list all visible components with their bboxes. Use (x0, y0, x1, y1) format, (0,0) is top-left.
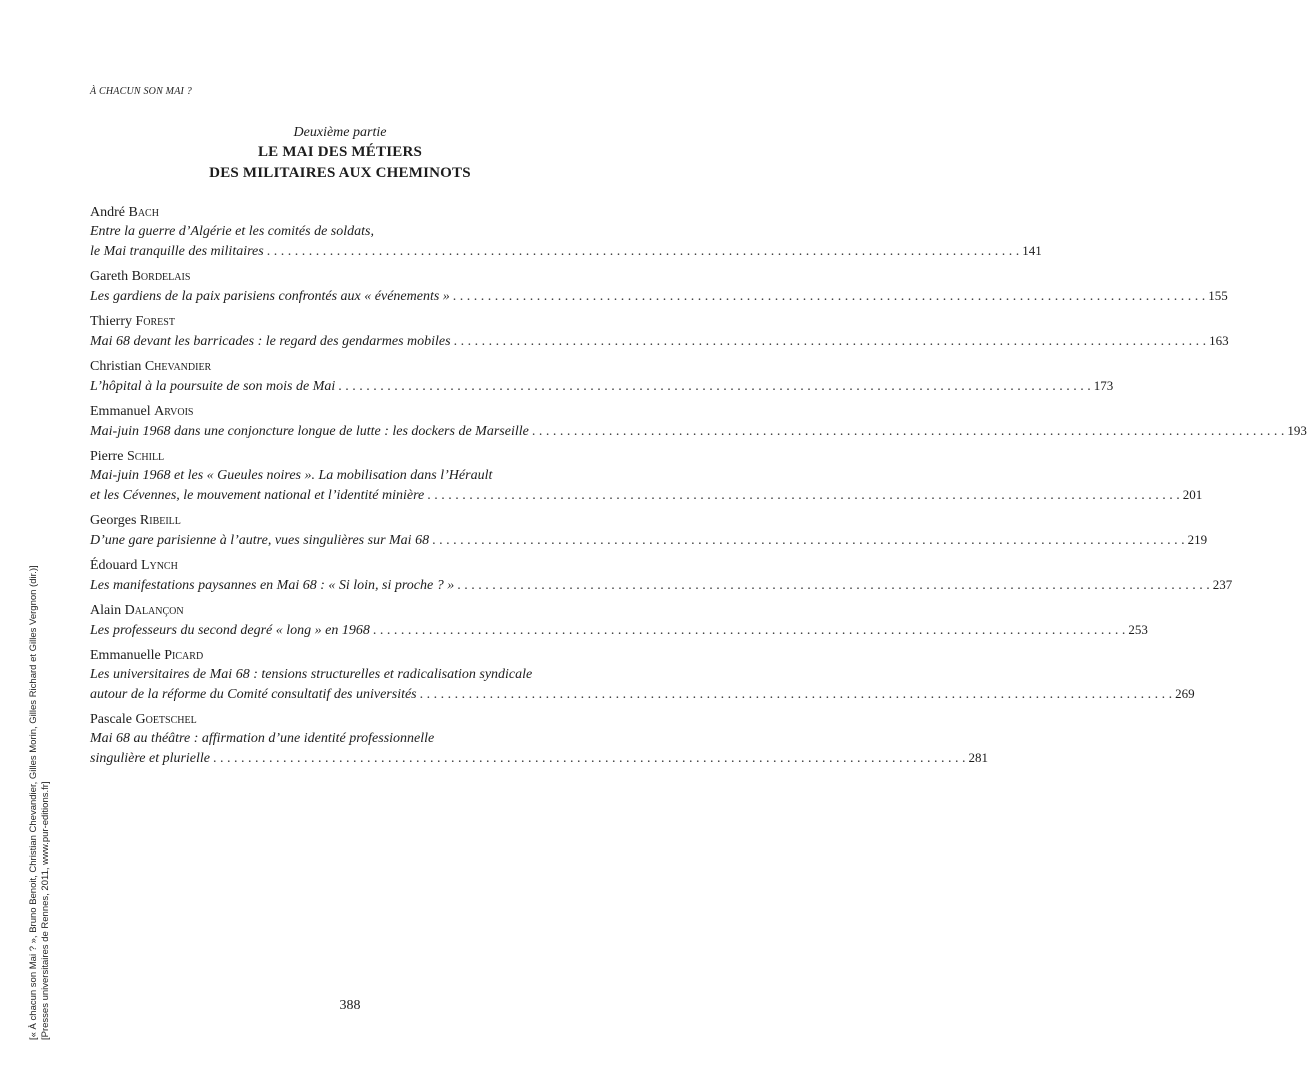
toc-title-last-line (90, 748, 989, 768)
author-first-name: André (90, 205, 125, 220)
running-head: À CHACUN SON MAI ? (90, 86, 192, 97)
toc-page-number: 193 (1287, 423, 1307, 438)
toc-title-text: Les manifestations paysannes en Mai 68 : « Si loin, si proche ? » (90, 578, 455, 593)
toc-title-last-line (90, 530, 1208, 550)
toc-page-number: 141 (1022, 243, 1042, 258)
toc-author (90, 267, 588, 286)
dot-leader (420, 685, 1173, 704)
toc-title-last-line (90, 620, 1148, 640)
toc-title-last-line (90, 684, 1195, 704)
toc-page-number: 269 (1175, 686, 1195, 701)
author-surname: Arvois (154, 404, 194, 419)
toc-author (90, 357, 588, 376)
toc-title-text: et les Cévennes, le mouvement national et l’identité minière (90, 488, 425, 503)
author-first-name: Pascale (90, 712, 132, 727)
toc-entry (90, 511, 1208, 550)
author-surname: Dalançon (124, 603, 184, 618)
toc-title-text: Mai-juin 1968 dans une conjoncture longue de lutte : les dockers de Marseille (90, 424, 529, 439)
author-surname: Picard (164, 648, 204, 663)
dot-leader (213, 749, 966, 768)
toc-page-number: 155 (1208, 288, 1228, 303)
author-surname: Goetschel (135, 712, 197, 727)
toc-page-number: 281 (968, 750, 989, 765)
dot-leader (532, 422, 1285, 441)
part-label: Deuxième partie (293, 125, 387, 140)
toc-title-last-line (90, 575, 1233, 595)
toc-title-last-line (90, 241, 1042, 261)
toc-title-text: le Mai tranquille des militaires (90, 244, 264, 259)
author-first-name: Georges (90, 513, 137, 528)
toc-page-number: 163 (1209, 333, 1229, 348)
author-surname: Schill (126, 449, 165, 464)
citation-line-2: [Presses universitaires de Rennes, 2011, www.pur-editions.fr] (40, 781, 51, 1040)
toc-title-text: Les professeurs du second degré « long » en 1968 (90, 623, 370, 638)
toc-title-last-line (90, 376, 1114, 396)
toc-entry (90, 646, 1195, 704)
author-surname: Forest (135, 314, 175, 329)
toc-title-last-line (90, 421, 1307, 441)
dot-leader (267, 242, 1020, 261)
dot-leader (373, 621, 1126, 640)
author-first-name: Emmanuel (90, 404, 151, 419)
toc-page-number: 237 (1212, 577, 1233, 592)
dot-leader (453, 287, 1206, 306)
toc-author (90, 556, 588, 575)
author-first-name: Édouard (90, 558, 138, 573)
toc-entry (90, 267, 1228, 306)
toc-author (90, 203, 588, 222)
toc-entry (90, 556, 1233, 595)
toc-page-number: 173 (1093, 378, 1114, 393)
author-surname: Ribeill (139, 513, 181, 528)
toc-title-line: Mai-juin 1968 et les « Gueules noires ». La mobilisation dans l’Hérault (90, 468, 493, 483)
toc-title-line: Mai 68 au théâtre : affirmation d’une identité professionnelle (90, 731, 435, 746)
citation-line-1: [« À chacun son Mai ? », Bruno Benoit, Christian Chevandier, Gilles Morin, Gilles Richard et Gilles Vergnon (dir.)] (28, 565, 39, 1040)
author-surname: Bordelais (131, 269, 191, 284)
part-title-line-2: DES MILITAIRES AUX CHEMINOTS (209, 165, 471, 181)
author-surname: Bach (128, 205, 159, 220)
dot-leader (338, 377, 1091, 396)
toc-title-line: Les universitaires de Mai 68 : tensions structurelles et radicalisation syndicale (90, 667, 533, 682)
toc-entry (90, 710, 989, 768)
author-first-name: Gareth (90, 269, 129, 284)
dot-leader (457, 576, 1210, 595)
toc-author (90, 511, 588, 530)
toc-title-text: D’une gare parisienne à l’autre, vues singulières sur Mai 68 (90, 533, 430, 548)
toc-title-text: Les gardiens de la paix parisiens confrontés aux « événements » (90, 289, 450, 304)
toc-author (90, 402, 588, 421)
author-first-name: Thierry (90, 314, 132, 329)
toc-entry (90, 447, 1203, 505)
toc-page-number: 201 (1182, 487, 1203, 502)
toc-entry (90, 357, 1114, 396)
dot-leader (427, 486, 1180, 505)
author-first-name: Emmanuelle (90, 648, 161, 663)
toc-entry (90, 402, 1307, 441)
part-heading (90, 124, 590, 184)
toc-title-last-line (90, 331, 1229, 351)
toc-page-number: 219 (1187, 532, 1208, 547)
toc-author (90, 601, 588, 620)
toc-title-line: Entre la guerre d’Algérie et les comités de soldats, (90, 224, 374, 239)
citation-side-note (28, 480, 52, 1040)
toc-title-text: Mai 68 devant les barricades : le regard des gendarmes mobiles (90, 334, 451, 349)
author-surname: Lynch (140, 558, 178, 573)
toc-author (90, 312, 588, 331)
author-surname: Chevandier (144, 359, 212, 374)
table-of-contents (90, 203, 1307, 774)
toc-author (90, 646, 588, 665)
toc-author (90, 447, 588, 466)
toc-title-text: L’hôpital à la poursuite de son mois de Mai (90, 379, 336, 394)
author-first-name: Alain (90, 603, 122, 618)
toc-title-last-line (90, 485, 1203, 505)
toc-title-text: autour de la réforme du Comité consultatif des universités (90, 687, 417, 702)
dot-leader (454, 332, 1207, 351)
toc-title-last-line (90, 286, 1228, 306)
author-first-name: Christian (90, 359, 142, 374)
dot-leader (432, 531, 1185, 550)
part-title-line-1: LE MAI DES MÉTIERS (257, 144, 423, 160)
toc-author (90, 710, 588, 729)
toc-title-text: singulière et plurielle (90, 751, 211, 766)
page-number: 388 (339, 998, 361, 1013)
author-first-name: Pierre (90, 449, 124, 464)
toc-entry (90, 601, 1148, 640)
toc-entry (90, 312, 1229, 351)
toc-page-number: 253 (1128, 622, 1148, 637)
toc-entry (90, 203, 1042, 261)
